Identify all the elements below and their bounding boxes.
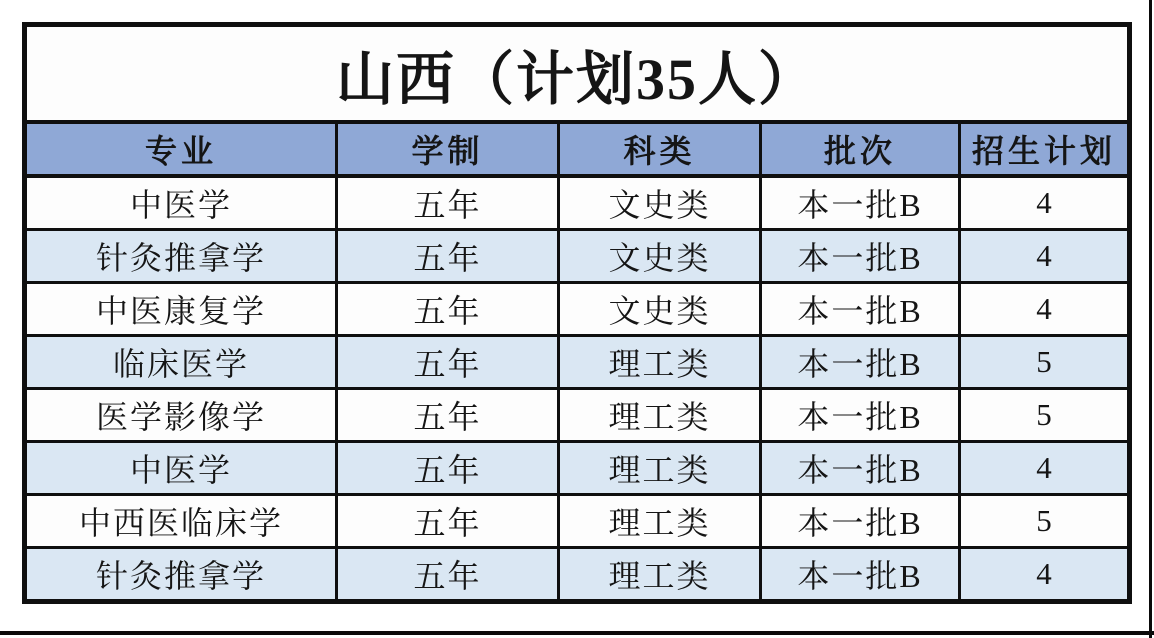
cell-duration: 五年 [337,389,559,442]
cell-category: 文史类 [559,176,761,230]
cell-category: 理工类 [559,495,761,548]
cell-batch: 本一批B [761,283,960,336]
col-header-category: 科类 [559,122,761,176]
cell-category: 理工类 [559,442,761,495]
cell-quota: 4 [960,230,1130,283]
table-row [25,389,1130,442]
cell-category: 文史类 [559,230,761,283]
cell-batch: 本一批B [761,336,960,389]
col-header-batch: 批次 [761,122,960,176]
cell-batch: 本一批B [761,548,960,602]
table-row [25,495,1130,548]
cell-category: 理工类 [559,389,761,442]
cell-major: 临床医学 [25,336,337,389]
cell-category: 理工类 [559,548,761,602]
table-title: 山西（计划35人） [25,25,1130,123]
cell-major: 针灸推拿学 [25,548,337,602]
cell-duration: 五年 [337,283,559,336]
col-header-major: 专业 [25,122,337,176]
col-header-duration: 学制 [337,122,559,176]
cell-duration: 五年 [337,230,559,283]
cell-batch: 本一批B [761,230,960,283]
table-row [25,442,1130,495]
table-row [25,548,1130,602]
admission-plan-table [22,22,1132,604]
cell-duration: 五年 [337,176,559,230]
cell-category: 文史类 [559,283,761,336]
table-row [25,283,1130,336]
cell-quota: 5 [960,336,1130,389]
cell-quota: 5 [960,495,1130,548]
scan-edge-right [1149,0,1152,638]
col-header-quota: 招生计划 [960,122,1130,176]
cell-major: 中医康复学 [25,283,337,336]
cell-duration: 五年 [337,336,559,389]
header-row [25,122,1130,176]
cell-major: 中西医临床学 [25,495,337,548]
table-row [25,230,1130,283]
table-row [25,336,1130,389]
cell-major: 中医学 [25,442,337,495]
cell-quota: 4 [960,548,1130,602]
cell-duration: 五年 [337,442,559,495]
cell-major: 医学影像学 [25,389,337,442]
cell-major: 中医学 [25,176,337,230]
cell-batch: 本一批B [761,176,960,230]
cell-duration: 五年 [337,548,559,602]
cell-batch: 本一批B [761,495,960,548]
cell-batch: 本一批B [761,389,960,442]
cell-category: 理工类 [559,336,761,389]
table-row [25,176,1130,230]
cell-quota: 4 [960,283,1130,336]
scan-edge-bottom [0,631,1154,635]
cell-quota: 4 [960,176,1130,230]
cell-batch: 本一批B [761,442,960,495]
cell-quota: 4 [960,442,1130,495]
cell-duration: 五年 [337,495,559,548]
title-row [25,25,1130,123]
cell-quota: 5 [960,389,1130,442]
cell-major: 针灸推拿学 [25,230,337,283]
